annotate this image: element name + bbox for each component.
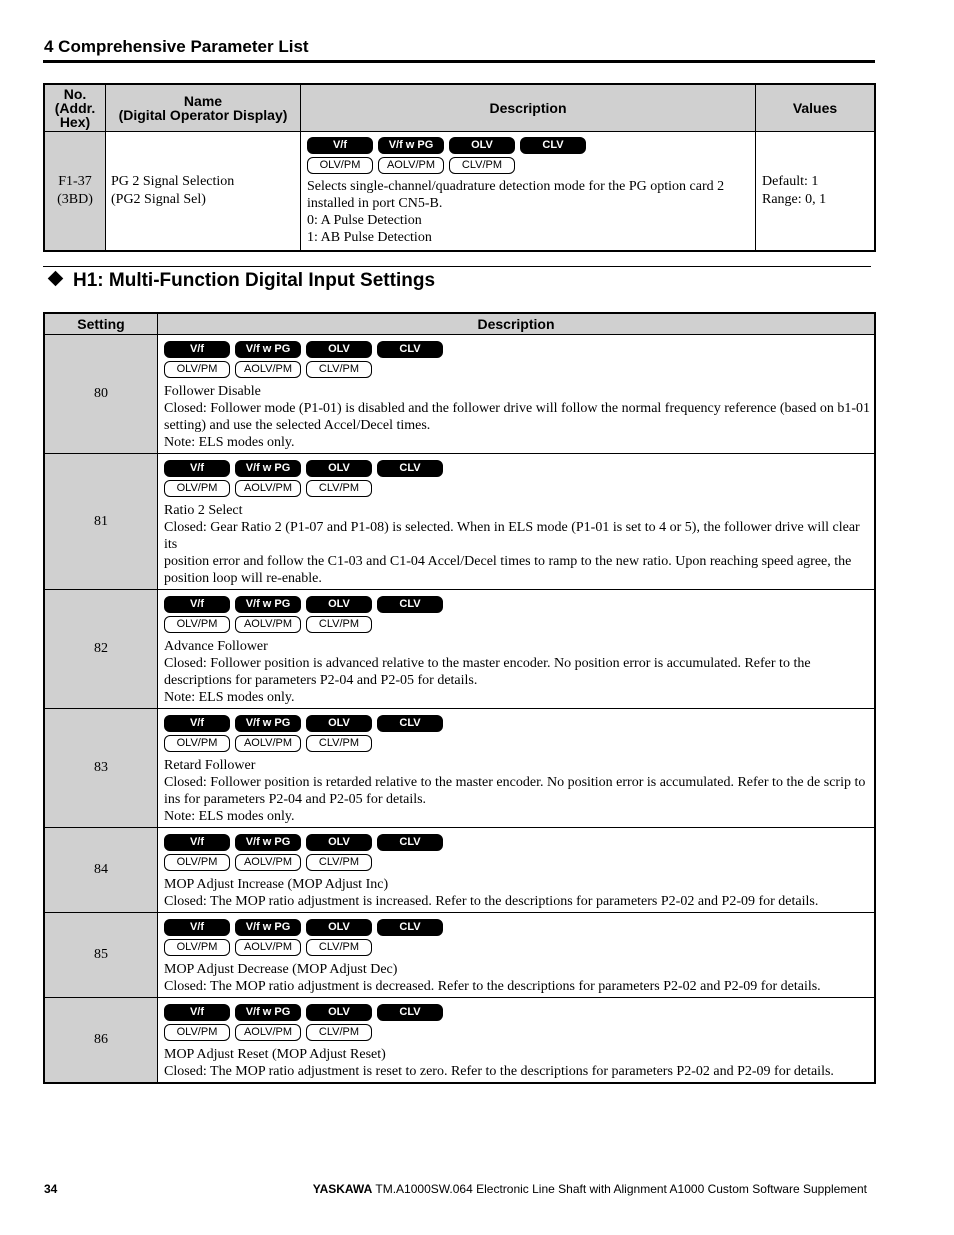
- badge-vf: V/f: [164, 460, 230, 477]
- description-cell: [158, 913, 876, 998]
- param-address: (3BD): [57, 192, 93, 207]
- badge-vf-w-pg: V/f w PG: [235, 596, 301, 613]
- setting-cell: 85: [44, 913, 158, 998]
- footer-doc-title: TM.A1000SW.064 Electronic Line Shaft with Alignment A1000 Custom Software Supplement: [375, 1182, 867, 1196]
- table-row: [44, 590, 875, 709]
- footer-brand: YASKAWA: [312, 1182, 373, 1196]
- badge-olv: OLV: [449, 137, 515, 154]
- badge-clv-pm: CLV/PM: [449, 157, 515, 174]
- badge-olv: OLV: [306, 919, 372, 936]
- description-line: Closed: The MOP ratio adjustment is increased. Refer to the descriptions for parameters P2-02 and P2-09 for details.: [164, 894, 819, 909]
- description-line: Closed: Follower position is advanced relative to the master encoder. No position error is accumulated. Refer to the: [164, 656, 811, 671]
- badge-clv: CLV: [520, 137, 586, 154]
- badge-vf-w-pg: V/f w PG: [235, 341, 301, 358]
- table-row: [44, 998, 875, 1084]
- description-line: Selects single-channel/quadrature detection mode for the PG option card 2: [307, 179, 725, 194]
- badge-vf: V/f: [164, 1004, 230, 1021]
- description-line: Closed: Gear Ratio 2 (P1-07 and P1-08) is selected. When in ELS mode (P1-01 is set to 4 or 5), the follower drive will clear its: [164, 520, 860, 552]
- badge-aolv-pm: AOLV/PM: [378, 157, 444, 174]
- table-header-row: [44, 84, 875, 132]
- badge-clv-pm: CLV/PM: [306, 735, 372, 752]
- badge-olv-pm: OLV/PM: [164, 480, 230, 497]
- section-title: [50, 270, 435, 292]
- badge-aolv-pm: AOLV/PM: [235, 1024, 301, 1041]
- badge-clv-pm: CLV/PM: [306, 361, 372, 378]
- description-line: Closed: The MOP ratio adjustment is reset to zero. Refer to the descriptions for parameters P2-02 and P2-09 for details.: [164, 1064, 834, 1079]
- description-line: position loop will re-enable.: [164, 571, 322, 586]
- param-number: F1-37: [58, 174, 92, 189]
- setting-cell: 81: [44, 454, 158, 590]
- badge-olv-pm: OLV/PM: [307, 157, 373, 174]
- setting-title: Follower Disable: [164, 384, 261, 399]
- footer: [313, 1182, 867, 1196]
- col-header-number-line: Hex): [59, 114, 91, 130]
- page-number: 34: [44, 1182, 58, 1196]
- description-line: Note: ELS modes only.: [164, 809, 295, 824]
- description-line: ins for parameters P2-04 and P2-05 for details.: [164, 792, 427, 807]
- description-cell: [158, 335, 876, 454]
- badge-aolv-pm: AOLV/PM: [235, 361, 301, 378]
- setting-title: MOP Adjust Increase (MOP Adjust Inc): [164, 877, 389, 892]
- badge-olv-pm: OLV/PM: [164, 939, 230, 956]
- description-line: Closed: Follower position is retarded relative to the master encoder. No position error is accumulated. Refer to the de scrip to: [164, 775, 866, 790]
- badge-vf: V/f: [164, 596, 230, 613]
- description-line: Closed: Follower mode (P1-01) is disabled and the follower drive will follow the normal frequency reference (based on b1-01: [164, 401, 871, 416]
- section-rule: [43, 266, 871, 267]
- badge-clv: CLV: [377, 834, 443, 851]
- setting-title: Advance Follower: [164, 639, 268, 654]
- param-description-cell: [301, 132, 756, 252]
- col-header-number: [44, 84, 106, 132]
- parameter-table: [43, 83, 876, 252]
- section-header: 4 Comprehensive Parameter List: [44, 37, 309, 56]
- badge-clv: CLV: [377, 919, 443, 936]
- badge-vf-w-pg: V/f w PG: [235, 834, 301, 851]
- badge-clv: CLV: [377, 1004, 443, 1021]
- badge-aolv-pm: AOLV/PM: [235, 939, 301, 956]
- table-row: [44, 709, 875, 828]
- badge-olv-pm: OLV/PM: [164, 361, 230, 378]
- badge-clv: CLV: [377, 715, 443, 732]
- table-header-row: [44, 313, 875, 335]
- description-line: position error and follow the C1-03 and C1-04 Accel/Decel times to ramp to the new ratio. Upon reaching speed agree, the: [164, 554, 852, 569]
- param-name-cell: [106, 132, 301, 252]
- badge-olv: OLV: [306, 1004, 372, 1021]
- description-line: installed in port CN5-B.: [307, 196, 443, 211]
- badge-aolv-pm: AOLV/PM: [235, 616, 301, 633]
- col-header-number-line: No.: [63, 86, 87, 102]
- default-value: Default: 1: [762, 174, 819, 189]
- badge-olv: OLV: [306, 715, 372, 732]
- setting-title: MOP Adjust Reset (MOP Adjust Reset): [164, 1047, 386, 1062]
- description-line: descriptions for parameters P2-04 and P2-05 for details.: [164, 673, 478, 688]
- description-cell: [158, 828, 876, 913]
- badge-clv: CLV: [377, 341, 443, 358]
- param-name: PG 2 Signal Selection: [111, 174, 235, 189]
- badge-vf: V/f: [164, 715, 230, 732]
- description-line: Closed: The MOP ratio adjustment is decreased. Refer to the descriptions for parameters P2-02 and P2-09 for details.: [164, 979, 821, 994]
- table-row: [44, 913, 875, 998]
- badge-clv: CLV: [377, 460, 443, 477]
- col-header-name: [106, 84, 301, 132]
- badge-olv-pm: OLV/PM: [164, 854, 230, 871]
- setting-title: MOP Adjust Decrease (MOP Adjust Dec): [164, 962, 398, 977]
- table-row: [44, 132, 875, 252]
- value-range: Range: 0, 1: [762, 192, 827, 207]
- param-values-cell: [756, 132, 876, 252]
- control-mode-badges: [307, 137, 750, 154]
- pm-mode-badges: [307, 157, 750, 174]
- setting-cell: 83: [44, 709, 158, 828]
- description-cell: [158, 590, 876, 709]
- col-header-description: Description: [158, 313, 876, 335]
- h1-settings-table: [43, 312, 876, 1084]
- col-header-setting: Setting: [44, 313, 158, 335]
- badge-vf: V/f: [307, 137, 373, 154]
- setting-title: Ratio 2 Select: [164, 503, 243, 518]
- badge-olv-pm: OLV/PM: [164, 616, 230, 633]
- badge-vf: V/f: [164, 919, 230, 936]
- badge-clv-pm: CLV/PM: [306, 939, 372, 956]
- setting-title: Retard Follower: [164, 758, 256, 773]
- description-cell: [158, 709, 876, 828]
- description-line: Note: ELS modes only.: [164, 690, 295, 705]
- badge-clv-pm: CLV/PM: [306, 1024, 372, 1041]
- section-title-text: H1: Multi-Function Digital Input Settings: [73, 270, 436, 291]
- badge-olv-pm: OLV/PM: [164, 735, 230, 752]
- badge-olv: OLV: [306, 596, 372, 613]
- badge-vf-w-pg: V/f w PG: [235, 919, 301, 936]
- badge-olv: OLV: [306, 834, 372, 851]
- header-rule: [43, 60, 875, 63]
- setting-cell: 84: [44, 828, 158, 913]
- col-header-name-line: Name: [183, 93, 223, 109]
- badge-olv: OLV: [306, 460, 372, 477]
- diamond-bullet-icon: [48, 271, 64, 287]
- badge-clv-pm: CLV/PM: [306, 480, 372, 497]
- badge-clv: CLV: [377, 596, 443, 613]
- badge-aolv-pm: AOLV/PM: [235, 854, 301, 871]
- table-row: [44, 454, 875, 590]
- col-header-number-line: (Addr.: [54, 100, 96, 116]
- col-header-description: Description: [301, 84, 756, 132]
- badge-aolv-pm: AOLV/PM: [235, 735, 301, 752]
- description-line: Note: ELS modes only.: [164, 435, 295, 450]
- description-line: setting) and use the selected Accel/Decel times.: [164, 418, 431, 433]
- description-line: 0: A Pulse Detection: [307, 213, 422, 228]
- table-row: [44, 335, 875, 454]
- setting-cell: 86: [44, 998, 158, 1084]
- setting-cell: 80: [44, 335, 158, 454]
- badge-vf-w-pg: V/f w PG: [235, 1004, 301, 1021]
- description-cell: [158, 998, 876, 1084]
- badge-vf-w-pg: V/f w PG: [235, 460, 301, 477]
- description-line: 1: AB Pulse Detection: [307, 230, 432, 245]
- badge-olv: OLV: [306, 341, 372, 358]
- description-cell: [158, 454, 876, 590]
- badge-clv-pm: CLV/PM: [306, 616, 372, 633]
- badge-vf-w-pg: V/f w PG: [235, 715, 301, 732]
- badge-vf: V/f: [164, 834, 230, 851]
- setting-cell: 82: [44, 590, 158, 709]
- badge-vf-w-pg: V/f w PG: [378, 137, 444, 154]
- badge-clv-pm: CLV/PM: [306, 854, 372, 871]
- badge-aolv-pm: AOLV/PM: [235, 480, 301, 497]
- param-display-name: (PG2 Signal Sel): [111, 192, 206, 207]
- badge-vf: V/f: [164, 341, 230, 358]
- param-number-cell: [44, 132, 106, 252]
- col-header-values: Values: [756, 84, 876, 132]
- badge-olv-pm: OLV/PM: [164, 1024, 230, 1041]
- col-header-name-line: (Digital Operator Display): [118, 107, 288, 123]
- table-row: [44, 828, 875, 913]
